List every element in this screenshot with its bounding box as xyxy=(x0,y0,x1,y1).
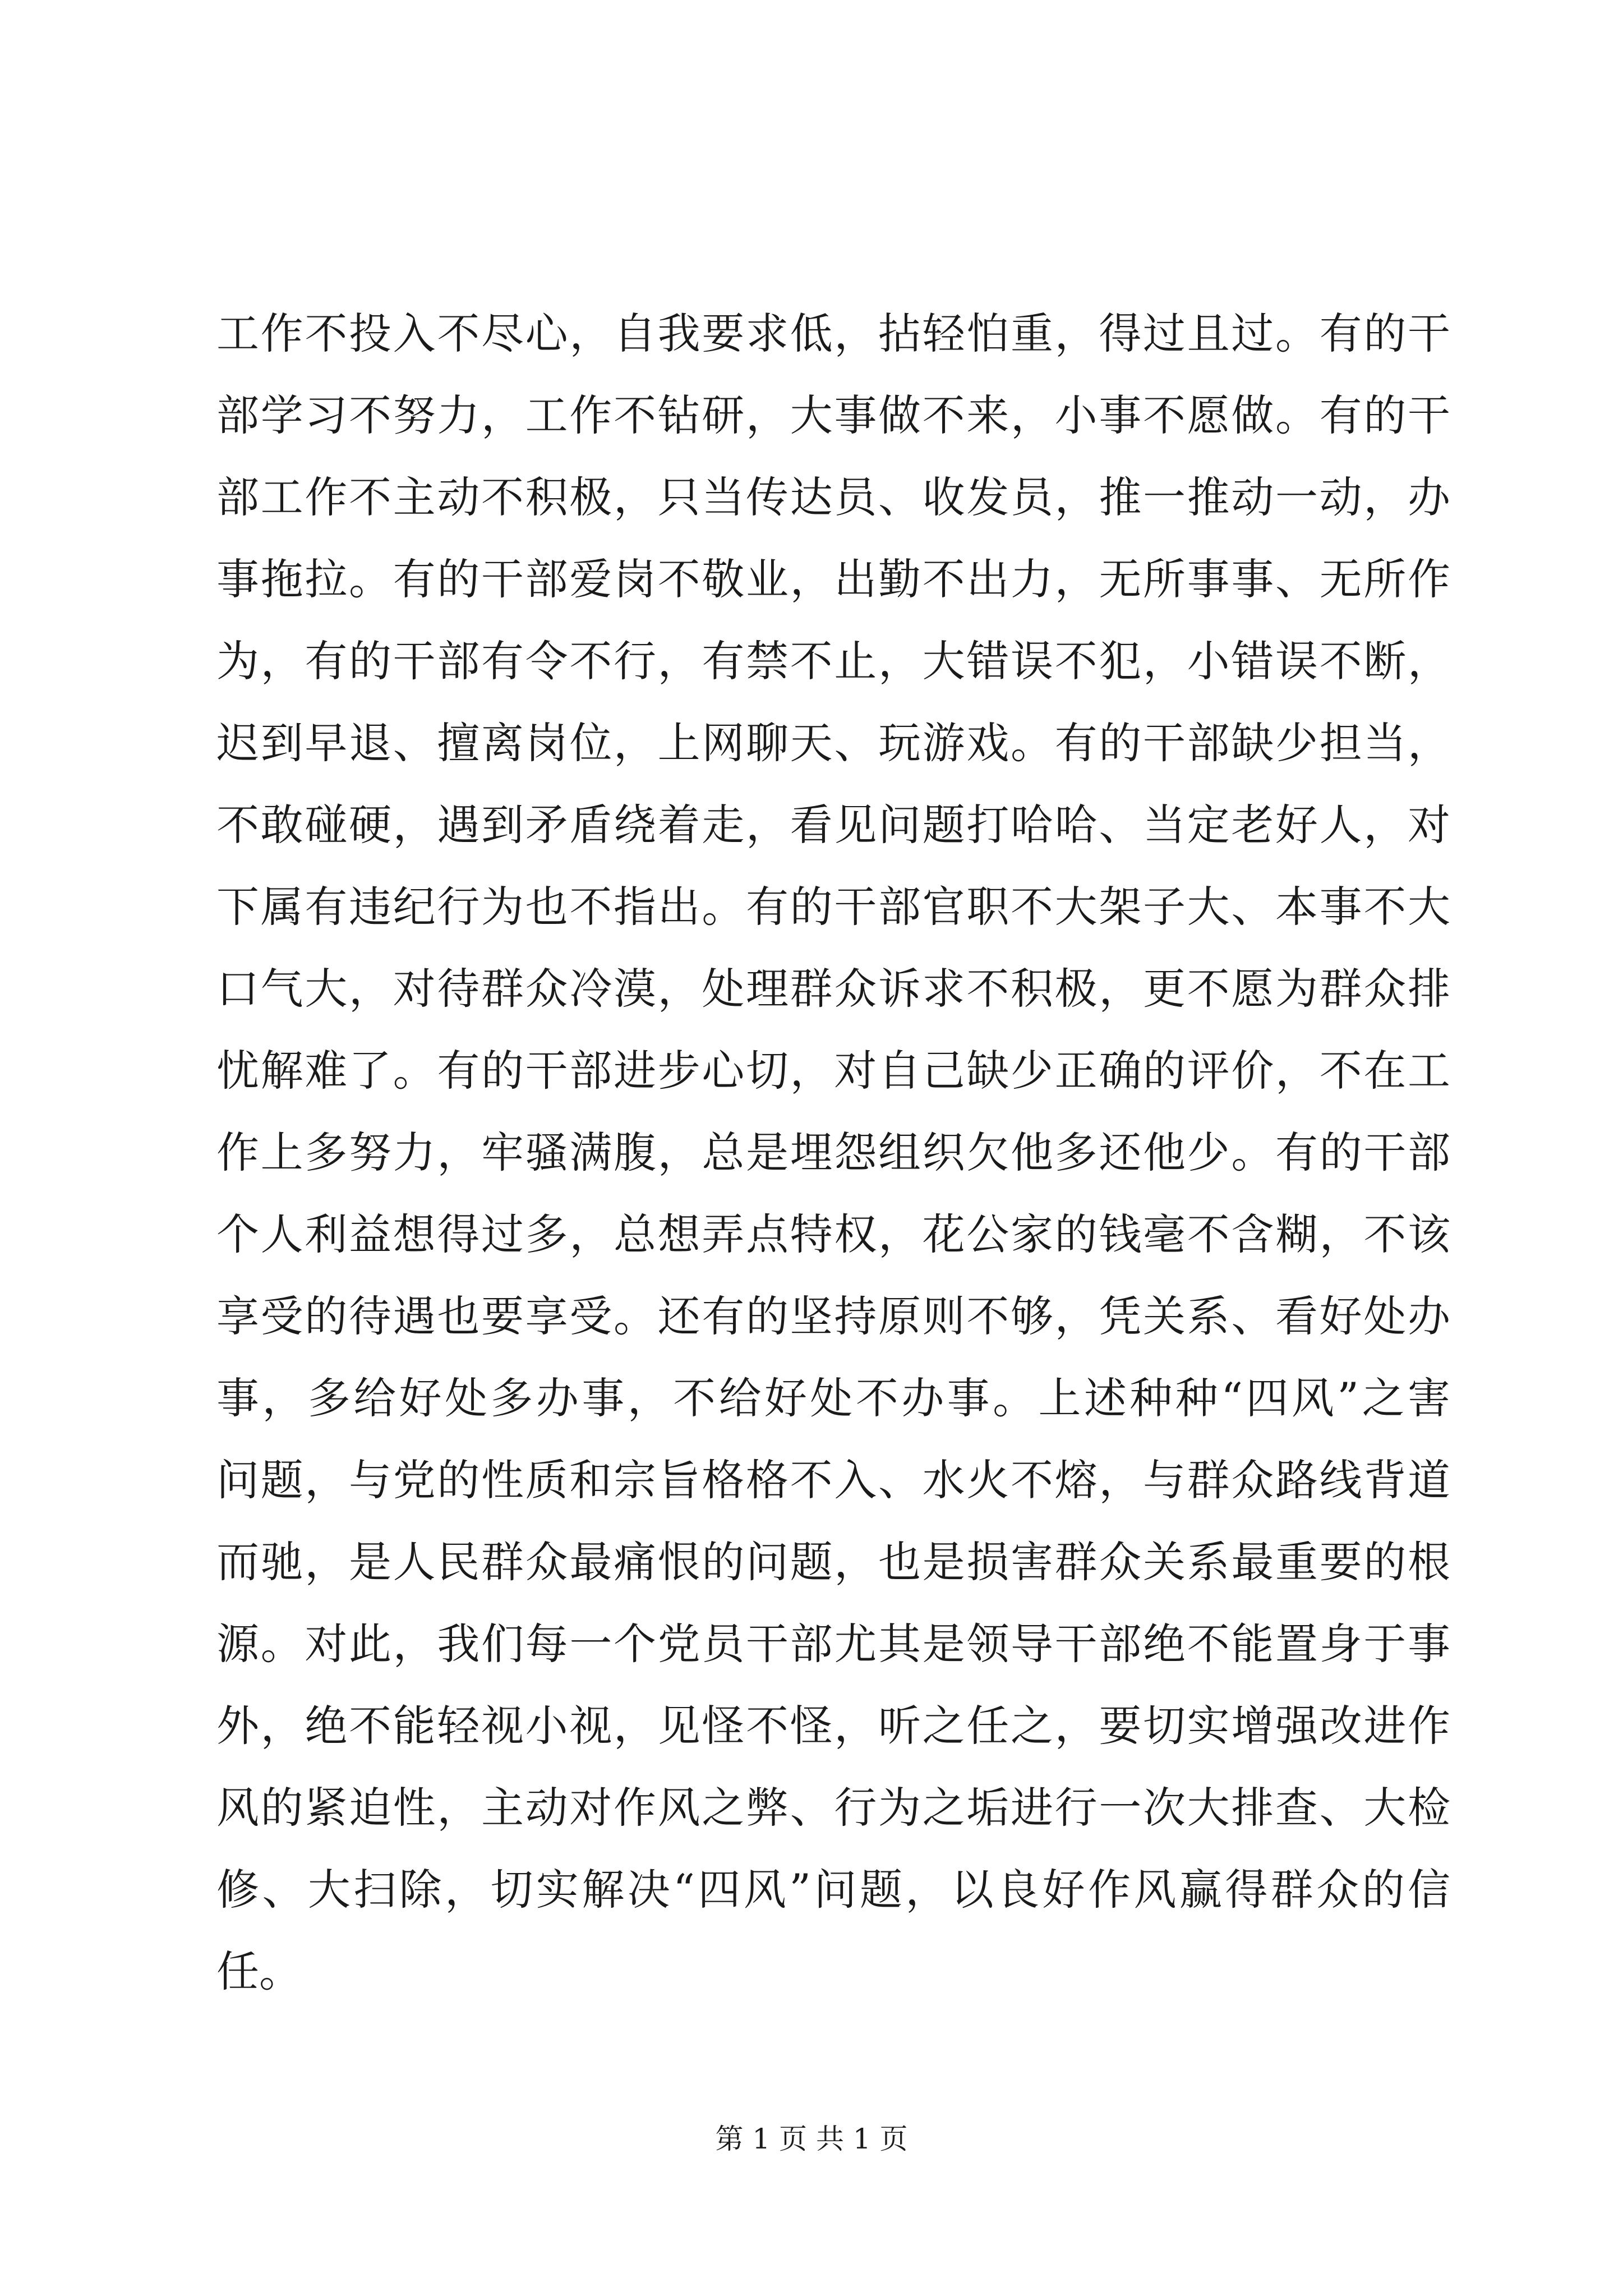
text-line: 个人利益想得过多，总想弄点特权，花公家的钱毫不含糊，不该 xyxy=(216,1209,1450,1259)
text-line: 源。对此，我们每一个党员干部尤其是领导干部绝不能置身于事 xyxy=(216,1619,1450,1669)
text-line: 享受的待遇也要享受。还有的坚持原则不够，凭关系、看好处办 xyxy=(216,1291,1450,1341)
text-line: 部工作不主动不积极，只当传达员、收发员，推一推动一动，办 xyxy=(216,472,1450,522)
text-line: 忧解难了。有的干部进步心切，对自己缺少正确的评价，不在工 xyxy=(216,1046,1450,1096)
text-line: 迟到早退、擅离岗位，上网聊天、玩游戏。有的干部缺少担当， xyxy=(216,718,1450,768)
text-line: 事，多给好处多办事，不给好处不办事。上述种种“四风”之害 xyxy=(216,1373,1450,1423)
text-line: 事拖拉。有的干部爱岗不敬业，出勤不出力，无所事事、无所作 xyxy=(216,554,1450,604)
text-line: 风的紧迫性，主动对作风之弊、行为之垢进行一次大排查、大检 xyxy=(216,1783,1450,1833)
text-line: 外，绝不能轻视小视，见怪不怪，听之任之，要切实增强改进作 xyxy=(216,1701,1450,1751)
text-line: 作上多努力，牢骚满腹，总是埋怨组织欠他多还他少。有的干部 xyxy=(216,1128,1450,1177)
text-line: 任。 xyxy=(216,1947,302,1996)
text-line: 为，有的干部有令不行，有禁不止，大错误不犯，小错误不断， xyxy=(216,636,1450,686)
text-line: 而驰，是人民群众最痛恨的问题，也是损害群众关系最重要的根 xyxy=(216,1537,1450,1587)
page-number-footer: 第 1 页 共 1 页 xyxy=(715,2123,908,2155)
text-line: 不敢碰硬，遇到矛盾绕着走，看见问题打哈哈、当定老好人，对 xyxy=(216,800,1450,850)
text-line: 修、大扫除，切实解决“四风”问题，以良好作风赢得群众的信 xyxy=(216,1865,1450,1915)
text-line: 工作不投入不尽心，自我要求低，拈轻怕重，得过且过。有的干 xyxy=(216,309,1450,358)
text-line: 问题，与党的性质和宗旨格格不入、水火不熔，与群众路线背道 xyxy=(216,1455,1450,1505)
text-line: 下属有违纪行为也不指出。有的干部官职不大架子大、本事不大 xyxy=(216,882,1450,932)
body-paragraph xyxy=(216,293,1450,2013)
text-line: 口气大，对待群众冷漠，处理群众诉求不积极，更不愿为群众排 xyxy=(216,964,1450,1014)
text-line: 部学习不努力，工作不钻研，大事做不来，小事不愿做。有的干 xyxy=(216,390,1450,440)
